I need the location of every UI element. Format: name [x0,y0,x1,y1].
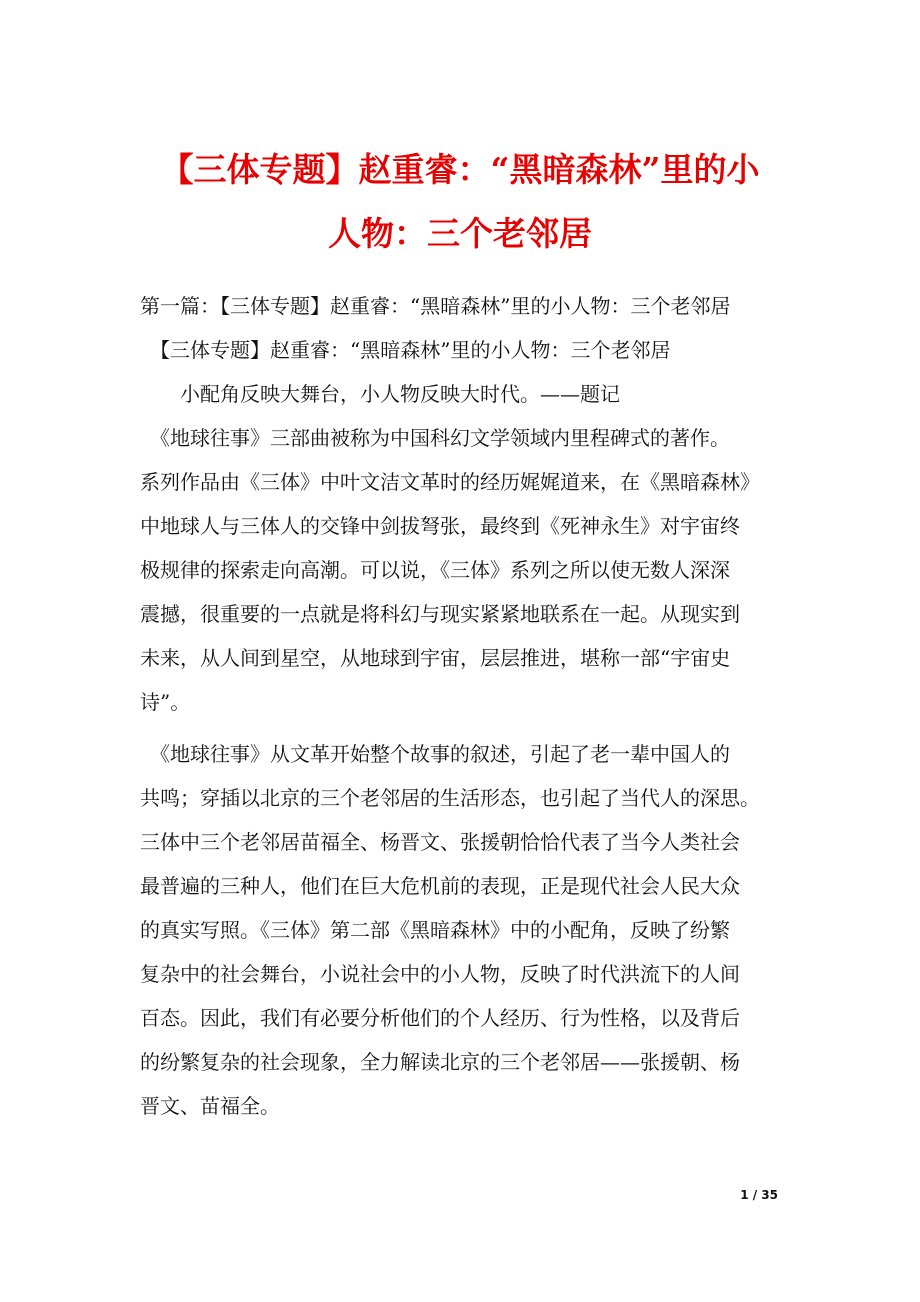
paragraph-line: 震撼，很重要的一点就是将科幻与现实紧紧地联系在一起。从现实到 [140,602,740,626]
paragraph-line: 的纷繁复杂的社会现象，全力解读北京的三个老邻居——张援朝、杨 [140,1050,740,1074]
paragraph-line: 最普遍的三种人，他们在巨大危机前的表现，正是现代社会人民大众 [140,874,740,898]
paragraph-line: 百态。因此，我们有必要分析他们的个人经历、行为性格，以及背后 [140,1006,740,1030]
paragraph-line: 极规律的探索走向高潮。可以说，《三体》系列之所以使无数人深深 [140,558,730,582]
paragraph-line: 《地球往事》三部曲被称为中国科幻文学领域内里程碑式的著作。 [140,426,730,450]
document-body [140,284,790,1128]
paragraph-line: 【三体专题】赵重睿：“黑暗森林”里的小人物：三个老邻居 [140,338,671,362]
paragraph-line: 共鸣；穿插以北京的三个老邻居的生活形态，也引起了当代人的深思。 [140,786,760,810]
paragraph-line: 小配角反映大舞台，小人物反映大时代。——题记 [140,382,620,406]
paragraph-line: 诗”。 [140,690,191,714]
title-line-2: 人物：三个老邻居 [328,214,592,253]
document-title [130,138,790,266]
paragraph-line: 中地球人与三体人的交锋中剑拔弩张，最终到《死神永生》对宇宙终 [140,514,740,538]
paragraph-line: 《地球往事》从文革开始整个故事的叙述，引起了老一辈中国人的 [140,742,730,766]
title-line-1: 【三体专题】赵重睿：“黑暗森林”里的小 [160,150,760,189]
paragraph-line: 三体中三个老邻居苗福全、杨晋文、张援朝恰恰代表了当今人类社会 [140,830,740,854]
paragraph-line: 第一篇：【三体专题】赵重睿：“黑暗森林”里的小人物：三个老邻居 [140,294,731,318]
paragraph-line: 系列作品由《三体》中叶文洁文革时的经历娓娓道来，在《黑暗森林》 [140,470,760,494]
paragraph-line: 的真实写照。《三体》第二部《黑暗森林》中的小配角，反映了纷繁 [140,918,730,942]
page-number: 1 / 35 [740,1188,778,1202]
paragraph-line: 未来，从人间到星空，从地球到宇宙，层层推进，堪称一部“宇宙史 [140,646,731,670]
paragraph-line: 晋文、苗福全。 [140,1094,280,1118]
paragraph-line: 复杂中的社会舞台，小说社会中的小人物，反映了时代洪流下的人间 [140,962,740,986]
